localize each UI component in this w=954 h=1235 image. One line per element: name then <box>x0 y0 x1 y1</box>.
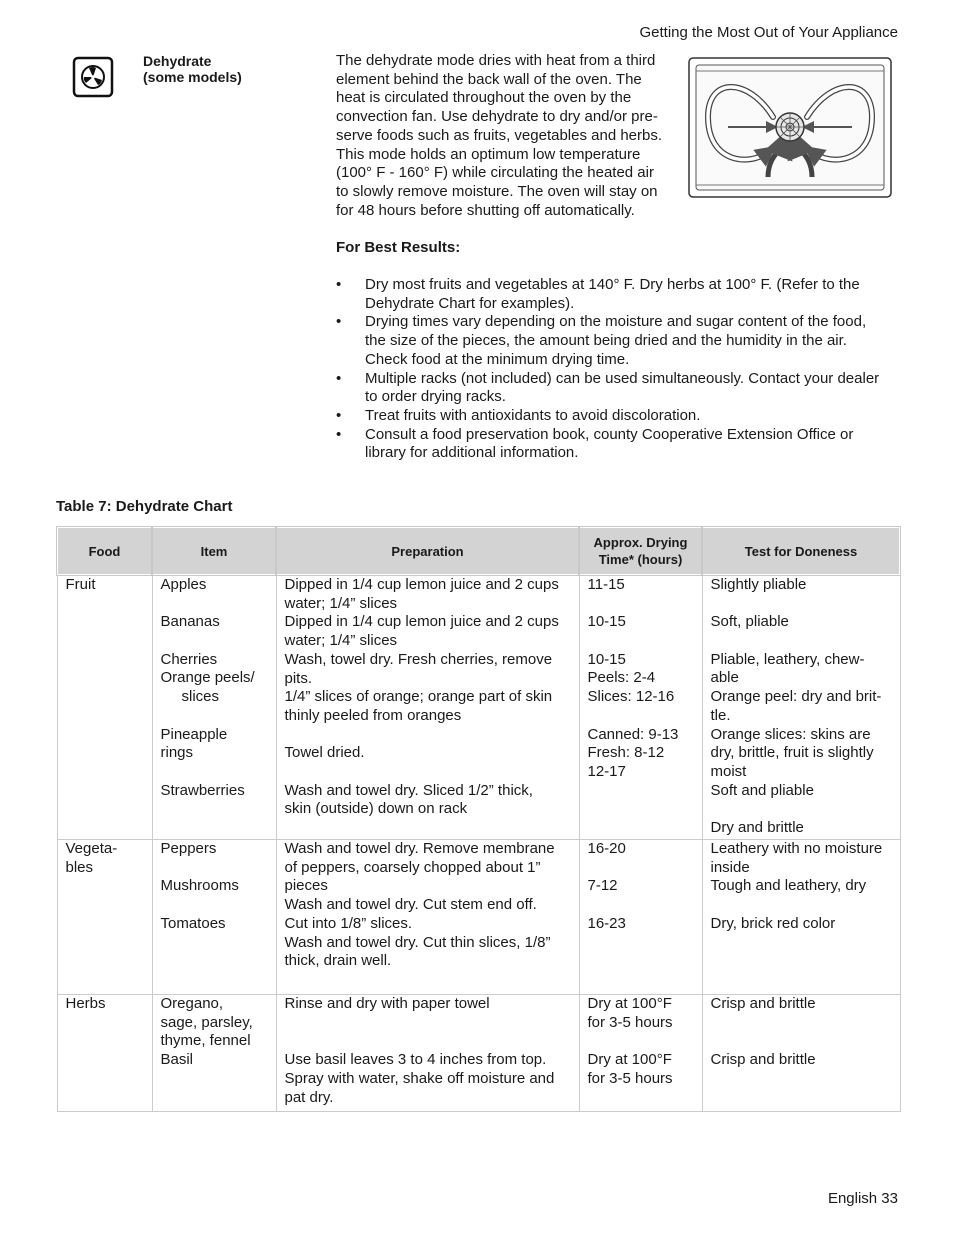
table-header-row <box>57 527 900 575</box>
cell-line: Dry at 100°F <box>587 995 672 1012</box>
cell-line: Wash and towel dry. Cut stem end off. <box>284 896 537 914</box>
cell-line: water; 1/4” slices <box>284 632 398 650</box>
cell-line: Apples <box>160 576 207 593</box>
intro-line: to slowly remove moisture. The oven will stay on <box>336 182 658 200</box>
cell-food <box>57 575 152 840</box>
intro-line: This mode holds an optimum low temperature <box>336 145 641 163</box>
table-row <box>57 575 900 840</box>
header-drying-time-line2: Time* (hours) <box>598 552 683 567</box>
line-gap <box>161 763 268 782</box>
line-gap <box>711 800 892 819</box>
cell-line: for 3-5 hours <box>587 1069 673 1087</box>
cell-line: moist <box>710 763 747 780</box>
cell-line: bles <box>65 858 94 876</box>
cell-line: thinly peeled from oranges <box>284 706 462 724</box>
cell-line: 10-15 <box>587 613 626 631</box>
cell-line: sage, parsley, <box>160 1013 253 1031</box>
cell-line: Leathery with no moisture <box>710 840 883 857</box>
oven-airflow-diagram <box>688 57 892 198</box>
line-gap <box>588 632 694 651</box>
cell-doneness <box>702 995 900 1112</box>
intro-line: convection fan. Use dehydrate to dry and/or pre- <box>336 108 658 126</box>
cell-line: skin (outside) down on rack <box>284 800 468 818</box>
cell-item <box>152 995 276 1112</box>
cell-line: Dry at 100°F <box>587 1051 672 1069</box>
dehydrate-fan-icon <box>72 56 114 98</box>
cell-line: dry, brittle, fruit is slightly <box>710 744 874 762</box>
line-gap <box>588 896 694 915</box>
cell-line: Basil <box>160 1051 194 1069</box>
list-item <box>336 370 902 407</box>
cell-line: Tough and leathery, dry <box>710 877 867 895</box>
cell-line: Oregano, <box>160 995 224 1012</box>
page-footer: English 33 <box>827 1190 898 1207</box>
cell-line: Dipped in 1/4 cup lemon juice and 2 cups <box>284 576 559 593</box>
list-item-line: library for additional information. <box>365 444 579 462</box>
cell-line: 12-17 <box>587 762 626 780</box>
cell-food <box>57 840 152 995</box>
cell-line: 16-23 <box>587 914 626 932</box>
intro-line: The dehydrate mode dries with heat from a third <box>336 52 656 69</box>
cell-line: Pineapple <box>160 725 228 743</box>
line-gap <box>161 632 268 651</box>
best-results-heading: For Best Results: <box>336 239 461 256</box>
dehydrate-chart-table <box>56 526 901 1112</box>
cell-line: thyme, fennel <box>160 1032 251 1050</box>
list-item <box>336 313 902 369</box>
cell-line: 7-12 <box>587 877 618 895</box>
header-preparation: Preparation <box>276 527 579 575</box>
line-gap <box>711 1014 892 1051</box>
cell-line: Use basil leaves 3 to 4 inches from top. <box>284 1051 547 1069</box>
cell-line: for 3-5 hours <box>587 1013 673 1031</box>
mode-title <box>143 53 242 85</box>
cell-preparation <box>276 575 579 840</box>
bullet-glyph: • <box>336 276 342 293</box>
cell-line: Crisp and brittle <box>710 1051 816 1069</box>
cell-food <box>57 995 152 1112</box>
cell-preparation <box>276 995 579 1112</box>
cell-line: pieces <box>284 877 328 895</box>
line-gap <box>161 707 268 726</box>
cell-line: of peppers, coarsely chopped about 1” <box>284 858 541 876</box>
cell-drying-time <box>579 840 702 995</box>
cell-line: Peppers <box>160 840 217 857</box>
cell-line: Fruit <box>65 576 96 593</box>
cell-line: 11-15 <box>587 576 625 593</box>
mode-title-line2: (some models) <box>143 69 242 85</box>
mode-title-line1: Dehydrate <box>143 53 212 69</box>
cell-line: Crisp and brittle <box>710 995 816 1012</box>
cell-line: Rinse and dry with paper towel <box>284 995 490 1012</box>
line-gap <box>161 896 268 915</box>
cell-line: inside <box>710 858 750 876</box>
list-item-line: to order drying racks. <box>365 388 506 406</box>
cell-line: Peels: 2-4 <box>587 669 656 687</box>
cell-item <box>152 575 276 840</box>
header-doneness: Test for Doneness <box>702 527 900 575</box>
cell-line: Tomatoes <box>160 914 226 932</box>
cell-line: tle. <box>710 706 731 724</box>
line-gap <box>161 595 268 614</box>
line-gap <box>588 707 694 726</box>
list-item-line: Drying times vary depending on the moisture and sugar content of the food, <box>365 313 867 331</box>
intro-line: for 48 hours before shutting off automatically. <box>336 201 635 219</box>
header-item: Item <box>152 527 276 575</box>
cell-preparation <box>276 840 579 995</box>
cell-line: Soft and pliable <box>710 781 814 799</box>
line-gap <box>711 632 892 651</box>
cell-line: Dipped in 1/4 cup lemon juice and 2 cups <box>284 613 559 631</box>
cell-line: Canned: 9-13 <box>587 725 679 743</box>
header-drying-time-line1: Approx. Drying <box>593 535 688 550</box>
cell-line: 10-15 <box>587 650 626 668</box>
cell-line: Orange peel: dry and brit- <box>710 688 882 706</box>
line-gap <box>711 595 892 614</box>
cell-line: Fresh: 8-12 <box>587 744 665 762</box>
bullet-glyph: • <box>336 313 342 331</box>
cell-line: Wash and towel dry. Cut thin slices, 1/8” <box>284 933 551 951</box>
cell-line: Orange peels/ <box>160 669 255 687</box>
bullet-glyph: • <box>336 425 342 443</box>
cell-line: slices <box>181 688 220 706</box>
line-gap <box>588 1032 694 1051</box>
cell-line: Orange slices: skins are <box>710 725 871 743</box>
header-food: Food <box>57 527 152 575</box>
cell-line: Mushrooms <box>160 877 239 895</box>
cell-line: Pliable, leathery, chew- <box>710 650 865 668</box>
table-row <box>57 995 900 1112</box>
line-gap <box>588 595 694 614</box>
list-item <box>336 407 902 426</box>
table-title: Table 7: Dehydrate Chart <box>56 498 233 515</box>
cell-line: Spray with water, shake off moisture and <box>284 1069 555 1087</box>
cell-line: Vegeta- <box>65 840 118 857</box>
header-drying-time <box>579 527 702 575</box>
best-results-list <box>336 276 902 463</box>
cell-line: pits. <box>284 669 313 687</box>
cell-doneness <box>702 575 900 840</box>
intro-line: (100° F - 160° F) while circulating the heated air <box>336 164 654 182</box>
cell-line: Wash, towel dry. Fresh cherries, remove <box>284 650 553 668</box>
cell-drying-time <box>579 575 702 840</box>
list-item-line: Dehydrate Chart for examples). <box>365 294 575 312</box>
list-item <box>336 426 902 463</box>
list-item-line: Multiple racks (not included) can be used simultaneously. Contact your dealer <box>365 369 880 387</box>
cell-line: Dry, brick red color <box>710 914 836 932</box>
line-gap <box>285 1014 571 1051</box>
list-item-line: Dry most fruits and vegetables at 140° F. Dry herbs at 100° F. (Refer to the <box>365 276 860 293</box>
line-gap <box>711 896 892 915</box>
intro-paragraph <box>336 52 674 220</box>
cell-line: Wash and towel dry. Sliced 1/2” thick, <box>284 781 533 799</box>
cell-line: rings <box>160 744 194 762</box>
line-gap <box>285 726 571 745</box>
line-gap <box>285 763 571 782</box>
cell-line: Bananas <box>160 613 220 631</box>
cell-line: Slightly pliable <box>710 576 807 593</box>
cell-line: Cut into 1/8” slices. <box>284 914 413 932</box>
cell-line: thick, drain well. <box>284 952 392 970</box>
cell-line: Slices: 12-16 <box>587 688 675 706</box>
cell-line: 16-20 <box>587 840 626 857</box>
list-item-line: Treat fruits with antioxidants to avoid discoloration. <box>365 406 701 424</box>
cell-line: 1/4” slices of orange; orange part of skin <box>284 688 553 706</box>
list-item-line: Check food at the minimum drying time. <box>365 350 630 368</box>
cell-line: Dry and brittle <box>710 819 804 837</box>
cell-line: Soft, pliable <box>710 613 789 631</box>
cell-line: pat dry. <box>284 1088 334 1106</box>
intro-line: serve foods such as fruits, vegetables and herbs. <box>336 126 663 144</box>
list-item <box>336 276 902 313</box>
cell-doneness <box>702 840 900 995</box>
line-gap <box>588 859 694 878</box>
list-item-line: Consult a food preservation book, county Cooperative Extension Office or <box>365 425 854 443</box>
cell-line: Herbs <box>65 995 106 1012</box>
cell-line: Strawberries <box>160 781 245 799</box>
line-gap <box>161 859 268 878</box>
cell-line: Cherries <box>160 650 218 668</box>
cell-line: Wash and towel dry. Remove membrane <box>284 840 555 857</box>
cell-drying-time <box>579 995 702 1112</box>
intro-line: element behind the back wall of the oven. The <box>336 70 642 88</box>
list-item-line: the size of the pieces, the amount being dried and the humidity in the air. <box>365 332 847 350</box>
bullet-glyph: • <box>336 406 342 424</box>
cell-line: Towel dried. <box>284 744 365 762</box>
intro-line: heat is circulated throughout the oven by the <box>336 89 632 107</box>
cell-item <box>152 840 276 995</box>
running-header: Getting the Most Out of Your Appliance <box>639 24 898 41</box>
cell-line: water; 1/4” slices <box>284 594 398 612</box>
table-row <box>57 840 900 995</box>
bullet-glyph: • <box>336 369 342 387</box>
cell-line: able <box>710 669 739 687</box>
